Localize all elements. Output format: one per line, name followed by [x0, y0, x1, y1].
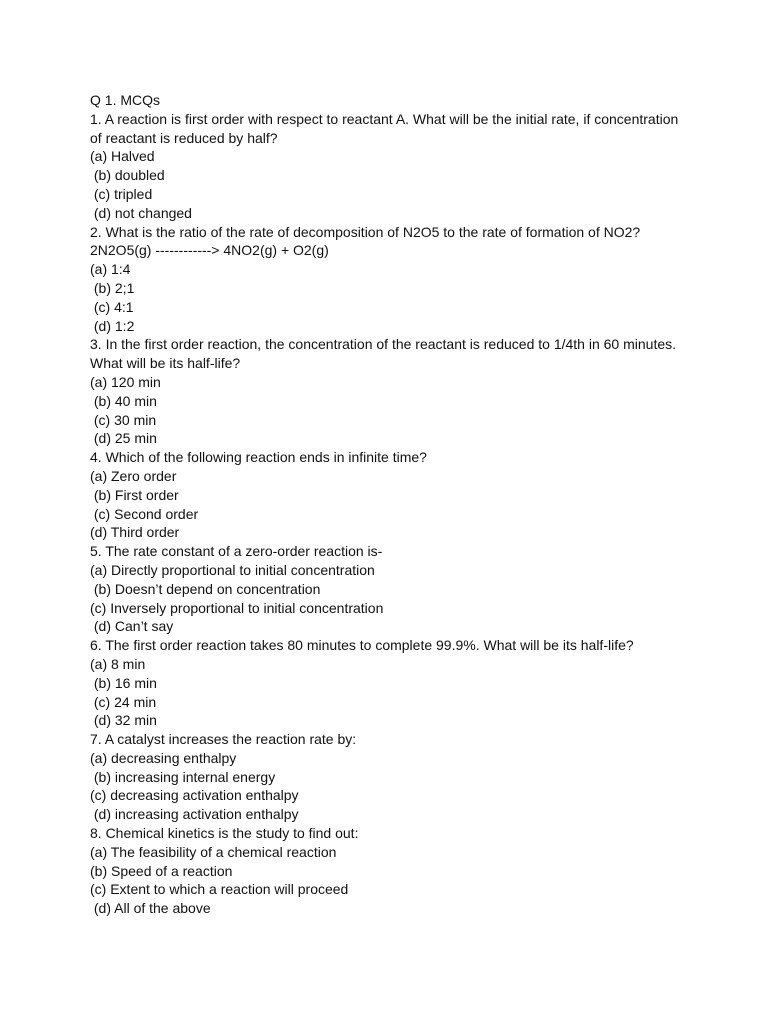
- question-text: 8. Chemical kinetics is the study to find out:: [90, 825, 359, 842]
- answer-option: (a) The feasibility of a chemical reaction: [90, 843, 337, 860]
- answer-option: (c) 24 min: [90, 693, 157, 710]
- answer-option: (a) 120 min: [90, 373, 161, 390]
- section-heading: Q 1. MCQs: [90, 92, 161, 108]
- answer-option: (a) Directly proportional to initial concentration: [90, 561, 375, 578]
- answer-option: (a) 1:4: [90, 261, 131, 278]
- question-7: [90, 730, 750, 824]
- answer-option: (a) decreasing enthalpy: [90, 749, 237, 766]
- question-text: 1. A reaction is first order with respect to reactant A. What will be the initial rate, if concentration: [90, 110, 679, 127]
- answer-option: (b) Speed of a reaction: [90, 862, 233, 879]
- answer-option: (c) Inversely proportional to initial concentration: [90, 599, 384, 616]
- question-8: [90, 824, 750, 918]
- question-text: What will be its half-life?: [90, 355, 241, 372]
- question-text: 2. What is the ratio of the rate of decomposition of N2O5 to the rate of formation of NO2?: [90, 223, 641, 240]
- answer-option: (d) 1:2: [90, 317, 135, 334]
- question-text: of reactant is reduced by half?: [90, 129, 278, 146]
- question-text: 6. The first order reaction takes 80 minutes to complete 99.9%. What will be its half-life?: [90, 637, 634, 654]
- question-2: [90, 223, 750, 336]
- answer-option: (d) increasing activation enthalpy: [90, 806, 299, 823]
- answer-option: (d) Third order: [90, 524, 180, 541]
- answer-option: (d) not changed: [90, 204, 192, 221]
- answer-option: (b) First order: [90, 486, 179, 503]
- answer-option: (b) doubled: [90, 167, 165, 184]
- question-3: [90, 335, 750, 448]
- question-5: [90, 542, 750, 636]
- answer-option: (d) All of the above: [90, 900, 211, 917]
- answer-option: (c) Extent to which a reaction will proceed: [90, 881, 349, 898]
- answer-option: (a) Zero order: [90, 467, 177, 484]
- answer-option: (d) 32 min: [90, 712, 157, 729]
- question-text: 3. In the first order reaction, the concentration of the reactant is reduced to 1/4th in 60 minutes.: [90, 336, 677, 353]
- answer-option: (d) 25 min: [90, 430, 157, 447]
- answer-option: (c) 4:1: [90, 298, 134, 315]
- question-4: [90, 448, 750, 542]
- question-1: [90, 110, 750, 223]
- answer-option: (b) 16 min: [90, 674, 157, 691]
- question-text: 5. The rate constant of a zero-order reaction is-: [90, 543, 383, 560]
- answer-option: (c) tripled: [90, 185, 153, 202]
- answer-option: (c) decreasing activation enthalpy: [90, 787, 299, 804]
- answer-option: (a) 8 min: [90, 655, 146, 672]
- answer-option: (c) 30 min: [90, 411, 157, 428]
- answer-option: (b) 2;1: [90, 279, 135, 296]
- answer-option: (b) increasing internal energy: [90, 768, 276, 785]
- question-6: [90, 636, 750, 730]
- answer-option: (c) Second order: [90, 505, 199, 522]
- question-text: 7. A catalyst increases the reaction rate by:: [90, 731, 357, 748]
- answer-option: (b) Doesn’t depend on concentration: [90, 580, 321, 597]
- document-page: [90, 91, 750, 918]
- question-text: 4. Which of the following reaction ends in infinite time?: [90, 449, 427, 466]
- reaction-equation: 2N2O5(g) ------------> 4NO2(g) + O2(g): [90, 242, 329, 259]
- answer-option: (a) Halved: [90, 148, 155, 165]
- answer-option: (b) 40 min: [90, 392, 157, 409]
- answer-option: (d) Can’t say: [90, 618, 174, 635]
